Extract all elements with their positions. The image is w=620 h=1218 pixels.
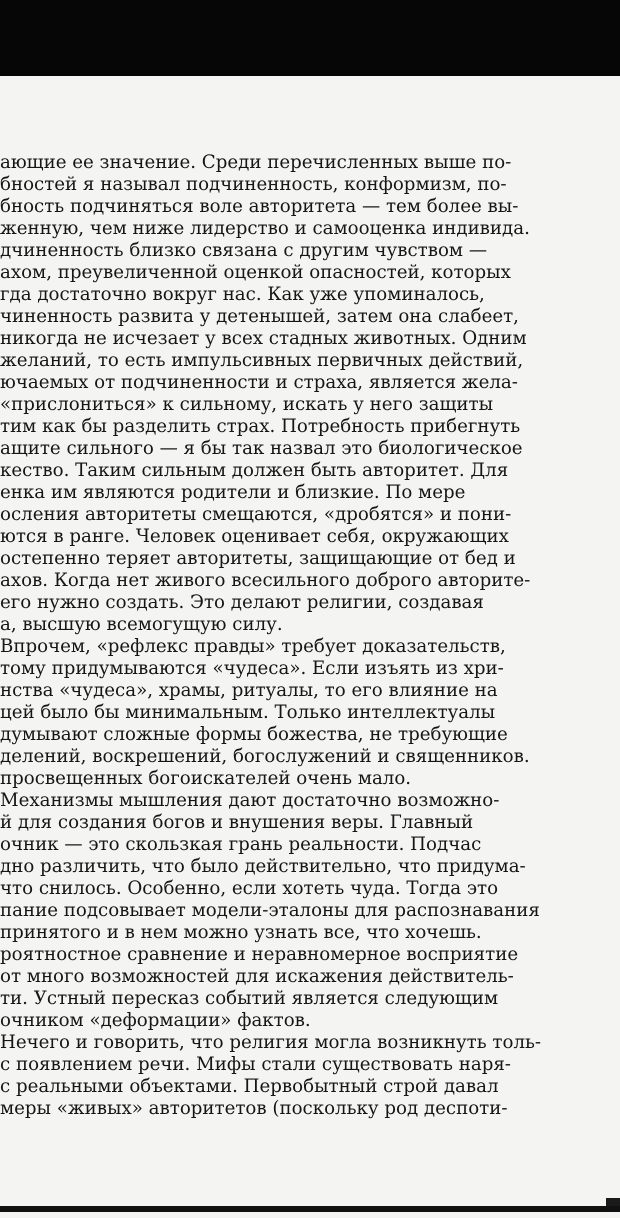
text-line: желаний, то есть импульсивных первичных действий, — [0, 350, 524, 371]
text-line: чиненность развита у детенышей, затем она слабеет, — [0, 306, 519, 327]
text-line: ахом, преувеличенной оценкой опасностей, которых — [0, 262, 511, 283]
text-line: ются в ранге. Человек оценивает себя, окружающих — [0, 526, 509, 547]
scan-top-dark-band — [0, 0, 620, 76]
text-line: очником «деформации» фактов. — [0, 1010, 311, 1031]
text-line: а, высшую всемогущую силу. — [0, 614, 283, 635]
scan-bottom-rule — [0, 1206, 620, 1212]
text-line: ахов. Когда нет живого всесильного доброго авторите- — [0, 570, 531, 591]
text-line: просвещенных богоискателей очень мало. — [0, 768, 412, 789]
text-line: й для создания богов и внушения веры. Главный — [0, 812, 474, 833]
text-line: енка им являются родители и близкие. По мере — [0, 482, 466, 503]
text-line: «прислониться» к сильному, искать у него защиты — [0, 394, 494, 415]
text-line: с реальными объектами. Первобытный строй давал — [0, 1076, 499, 1097]
text-line: Нечего и говорить, что религия могла возникнуть толь- — [0, 1032, 542, 1053]
text-line: бностей я называл подчиненность, конформизм, по- — [0, 174, 507, 195]
text-line: очник — это скользкая грань реальности. Подчас — [0, 834, 482, 855]
text-line: кество. Таким сильным должен быть авторитет. Для — [0, 460, 509, 481]
scan-corner-mark — [606, 1198, 620, 1206]
text-line: тим как бы разделить страх. Потребность прибегнуть — [0, 416, 521, 437]
text-line: женную, чем ниже лидерство и самооценка индивида. — [0, 218, 530, 239]
text-line: ти. Устный пересказ событий является следующим — [0, 988, 499, 1009]
text-line: тому придумываются «чудеса». Если изъять из хри- — [0, 658, 504, 679]
text-line: его нужно создать. Это делают религии, создавая — [0, 592, 484, 613]
text-line: никогда не исчезает у всех стадных животных. Одним — [0, 328, 527, 349]
text-line: роятностное сравнение и неравномерное восприятие — [0, 944, 519, 965]
text-line: ючаемых от подчиненности и страха, является жела- — [0, 372, 518, 393]
text-line: осления авторитеты смещаются, «дробятся» и пони- — [0, 504, 512, 525]
text-line: от много возможностей для искажения действитель- — [0, 966, 514, 987]
text-line: нства «чудеса», храмы, ритуалы, то его влияние на — [0, 680, 498, 701]
text-line: бность подчиняться воле авторитета — тем более вы- — [0, 196, 519, 217]
text-line: с появлением речи. Мифы стали существовать наря- — [0, 1054, 511, 1075]
text-line: принятого и в нем можно узнать все, что хочешь. — [0, 922, 482, 943]
text-line: дно различить, что было действительно, что придума- — [0, 856, 526, 877]
text-line: что снилось. Особенно, если хотеть чуда. Тогда это — [0, 878, 499, 899]
text-line: дчиненность близко связана с другим чувством — — [0, 240, 488, 261]
text-line: остепенно теряет авторитеты, защищающие от бед и — [0, 548, 516, 569]
text-line: меры «живых» авторитетов (поскольку род деспоти- — [0, 1098, 508, 1119]
text-line: делений, воскрешений, богослужений и священников. — [0, 746, 530, 767]
text-line: ающие ее значение. Среди перечисленных выше по- — [0, 152, 512, 173]
text-line: Механизмы мышления дают достаточно возможно- — [0, 790, 500, 811]
text-line: гда достаточно вокруг нас. Как уже упоминалось, — [0, 284, 485, 305]
text-line: цей было бы минимальным. Только интеллектуалы — [0, 702, 496, 723]
text-line: ащите сильного — я бы так назвал это биологическое — [0, 438, 523, 459]
text-line: Впрочем, «рефлекс правды» требует доказательств, — [0, 636, 506, 657]
text-line: думывают сложные формы божества, не требующие — [0, 724, 508, 745]
text-line: пание подсовывает модели-эталоны для распознавания — [0, 900, 540, 921]
